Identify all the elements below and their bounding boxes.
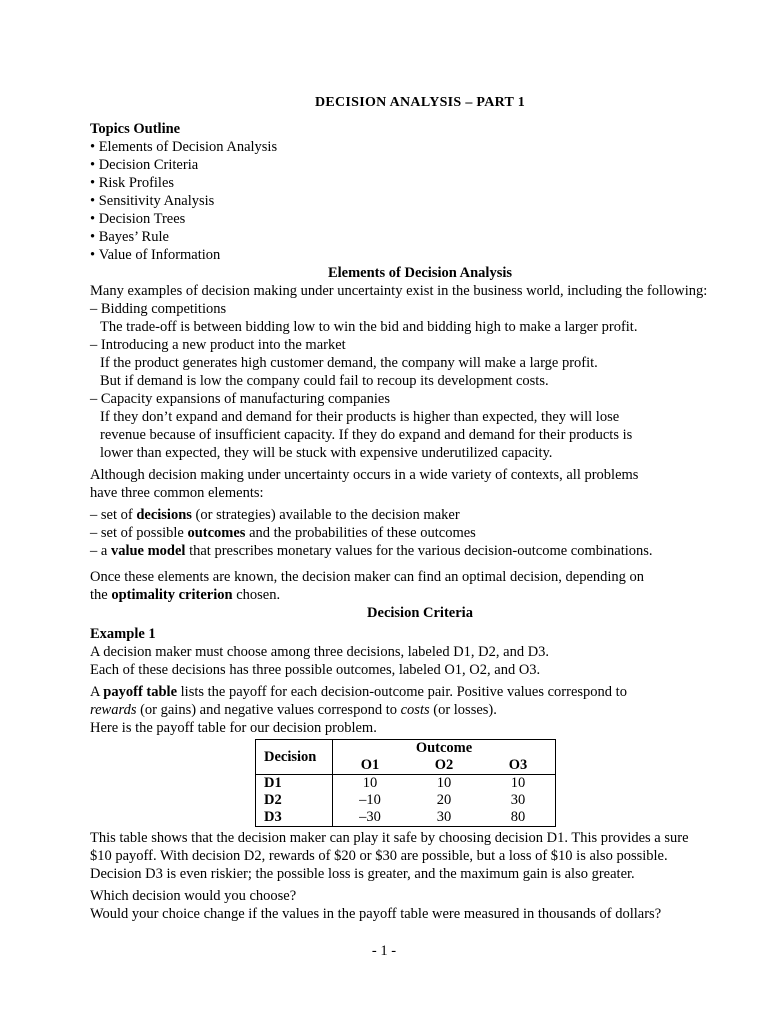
example-heading: Example 1 — [90, 626, 156, 642]
table-row-label: D3 — [256, 809, 333, 827]
topics-outline-heading: Topics Outline — [90, 121, 181, 137]
paragraph: This table shows that the decision maker can play it safe by choosing decision D1. This provides a sure — [90, 830, 689, 846]
paragraph: Each of these decisions has three possible outcomes, labeled O1, O2, and O3. — [90, 662, 541, 678]
paragraph: lower than expected, they will be stuck with expensive underutilized capacity. — [100, 445, 553, 461]
table-cell: 10 — [436, 775, 452, 791]
example-title: – Bidding competitions — [90, 301, 227, 317]
paragraph: A payoff table lists the payoff for each decision-outcome pair. Positive values correspond to — [90, 684, 627, 700]
paragraph: Once these elements are known, the decision maker can find an optimal decision, depending on — [90, 569, 645, 585]
table-header-outcome: Outcome — [333, 740, 556, 758]
table-row — [256, 809, 556, 827]
table-cell: 10 — [362, 775, 378, 791]
table-column-header: O1 — [333, 757, 408, 775]
table-header-decision: Decision — [256, 740, 333, 775]
table-cell: 30 — [481, 792, 556, 809]
element-line-decisions: – set of decisions (or strategies) available to the decision maker — [90, 507, 460, 523]
document-title: DECISION ANALYSIS – PART 1 — [314, 95, 526, 110]
paragraph: But if demand is low the company could fail to recoup its development costs. — [100, 373, 549, 389]
table-cell: 30 — [407, 809, 481, 827]
paragraph: If the product generates high customer demand, the company will make a large profit. — [100, 355, 598, 371]
section-heading-elements: Elements of Decision Analysis — [327, 265, 513, 281]
table-column-header: O2 — [407, 757, 481, 775]
topic-item: • Decision Trees — [90, 210, 750, 228]
paragraph: Decision D3 is even riskier; the possible loss is greater, and the maximum gain is also greater. — [90, 866, 635, 882]
document-page — [90, 93, 750, 923]
paragraph: Here is the payoff table for our decision problem. — [90, 720, 377, 736]
topic-item: • Decision Criteria — [90, 156, 750, 174]
table-cell: 80 — [481, 809, 556, 827]
example-title: – Capacity expansions of manufacturing companies — [90, 391, 390, 407]
paragraph: A decision maker must choose among three decisions, labeled D1, D2, and D3. — [90, 644, 550, 660]
paragraph: Many examples of decision making under uncertainty exist in the business world, including the following: — [90, 283, 708, 299]
topic-item: • Elements of Decision Analysis — [90, 138, 750, 156]
topic-item: • Risk Profiles — [90, 174, 750, 192]
paragraph: The trade-off is between bidding low to win the bid and bidding high to make a larger profit. — [100, 319, 638, 335]
topic-item: • Bayes’ Rule — [90, 228, 750, 246]
page-number: - 1 - — [371, 943, 397, 959]
table-cell: –30 — [333, 809, 408, 827]
question: Would your choice change if the values in the payoff table were measured in thousands of dollars? — [90, 906, 662, 922]
section-heading-criteria: Decision Criteria — [367, 605, 473, 621]
table-cell: –10 — [359, 792, 381, 808]
topic-item: • Sensitivity Analysis — [90, 192, 750, 210]
payoff-table — [255, 739, 556, 827]
paragraph: revenue because of insufficient capacity. If they do expand and demand for their products is — [100, 427, 633, 443]
table-cell: 10 — [481, 775, 556, 793]
paragraph: Although decision making under uncertainty occurs in a wide variety of contexts, all problems — [90, 467, 639, 483]
element-line-outcomes: – set of possible outcomes and the probabilities of these outcomes — [90, 525, 476, 541]
element-line-value-model: – a value model that prescribes monetary values for the various decision-outcome combinations. — [90, 543, 653, 559]
table-row-label: D2 — [256, 792, 333, 809]
table-row — [256, 792, 556, 809]
paragraph: $10 payoff. With decision D2, rewards of $20 or $30 are possible, but a loss of $10 is also possible. — [90, 848, 668, 864]
paragraph: If they don’t expand and demand for their products is higher than expected, they will lose — [100, 409, 620, 425]
paragraph: rewards (or gains) and negative values correspond to costs (or losses). — [90, 702, 497, 718]
question: Which decision would you choose? — [90, 888, 297, 904]
example-title: – Introducing a new product into the market — [90, 337, 346, 353]
topic-item: • Value of Information — [90, 246, 750, 264]
table-row — [256, 775, 556, 793]
table-row-label: D1 — [256, 775, 333, 793]
paragraph: have three common elements: — [90, 485, 264, 501]
table-cell: 20 — [436, 792, 452, 808]
table-column-header: O3 — [481, 757, 556, 775]
paragraph: the optimality criterion chosen. — [90, 587, 281, 603]
